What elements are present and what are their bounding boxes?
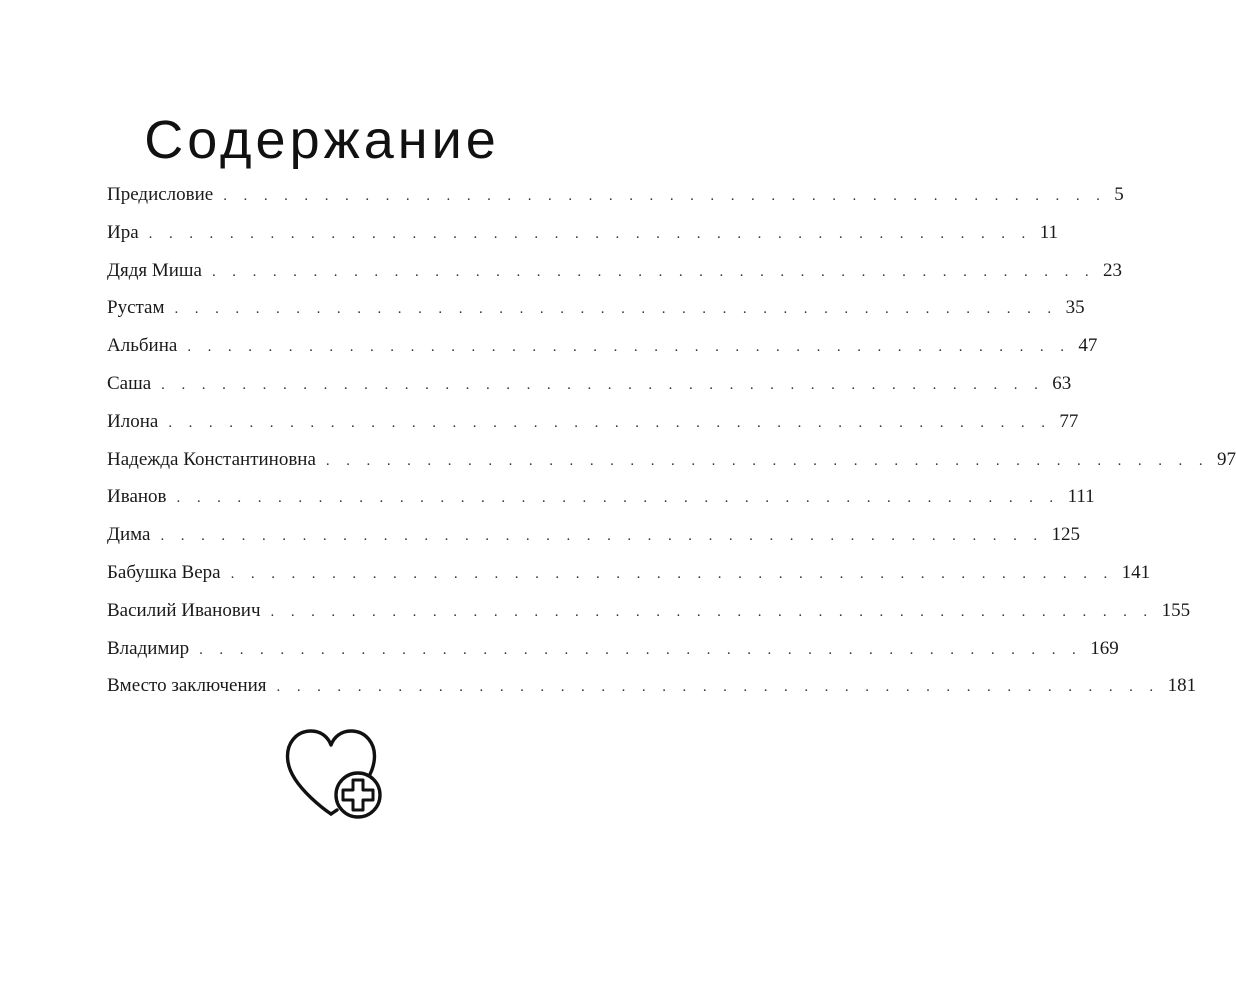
toc-entry-page-number: 63 xyxy=(1052,372,1072,394)
toc-entry-page-number: 181 xyxy=(1167,675,1197,697)
dot-leader: . . . . . . . . . . . . . . . . . . . . . . . . . . . . . . . . . . . . . . . . . . . . xyxy=(160,528,1044,545)
toc-entry-page-number: 77 xyxy=(1059,410,1079,432)
toc-entry-title: Ира xyxy=(107,221,139,243)
toc-entry[interactable] xyxy=(107,221,1059,260)
toc-entry-title: Василий Иванович xyxy=(107,599,261,621)
toc-entry-page-number: 141 xyxy=(1121,561,1151,583)
toc-entry-title: Рустам xyxy=(107,297,165,319)
toc-entry[interactable] xyxy=(107,675,1197,713)
toc-entry[interactable] xyxy=(107,448,1236,487)
toc-entry[interactable] xyxy=(107,184,1124,222)
toc-entry[interactable] xyxy=(107,259,1123,298)
dot-leader: . . . . . . . . . . . . . . . . . . . . . . . . . . . . . . . . . . . . . . . . . . . . xyxy=(223,188,1107,204)
dot-leader: . . . . . . . . . . . . . . . . . . . . . . . . . . . . . . . . . . . . . . . . . . . . xyxy=(270,603,1154,620)
toc-entry-page-number: 169 xyxy=(1090,637,1119,659)
dot-leader: . . . . . . . . . . . . . . . . . . . . . . . . . . . . . . . . . . . . . . . . . . . . xyxy=(325,452,1209,469)
toc-entry[interactable] xyxy=(107,524,1081,562)
table-of-contents xyxy=(107,184,1236,713)
page-title: Содержание xyxy=(144,110,500,171)
toc-entry-page-number: 5 xyxy=(1114,184,1124,205)
dot-leader: . . . . . . . . . . . . . . . . . . . . . . . . . . . . . . . . . . . . . . . . . . . . xyxy=(148,225,1032,242)
toc-entry-title: Бабушка Вера xyxy=(107,561,221,583)
toc-entry-title: Вместо заключения xyxy=(107,675,267,697)
dot-leader: . . . . . . . . . . . . . . . . . . . . . . . . . . . . . . . . . . . . . . . . . . . . xyxy=(176,490,1060,507)
toc-entry[interactable] xyxy=(107,335,1098,373)
toc-entry-page-number: 11 xyxy=(1039,221,1059,243)
toc-entry[interactable] xyxy=(107,599,1191,638)
toc-entry-title: Альбина xyxy=(107,335,178,357)
toc-entry-title: Иванов xyxy=(107,486,167,508)
heart-with-medical-cross-icon xyxy=(285,728,385,820)
dot-leader: . . . . . . . . . . . . . . . . . . . . . . . . . . . . . . . . . . . . . . . . . . . . xyxy=(174,301,1058,318)
toc-entry-title: Дима xyxy=(107,524,151,546)
heart-outline-tail xyxy=(331,810,337,814)
dot-leader: . . . . . . . . . . . . . . . . . . . . . . . . . . . . . . . . . . . . . . . . . . . . xyxy=(276,679,1160,696)
toc-entry-title: Владимир xyxy=(107,637,190,659)
dot-leader: . . . . . . . . . . . . . . . . . . . . . . . . . . . . . . . . . . . . . . . . . . . . xyxy=(187,339,1071,356)
toc-entry[interactable] xyxy=(107,297,1085,335)
dot-leader: . . . . . . . . . . . . . . . . . . . . . . . . . . . . . . . . . . . . . . . . . . . . xyxy=(161,376,1045,393)
toc-entry[interactable] xyxy=(107,372,1072,411)
toc-entry[interactable] xyxy=(107,410,1079,449)
toc-entry-title: Предисловие xyxy=(107,184,214,205)
dot-leader: . . . . . . . . . . . . . . . . . . . . . . . . . . . . . . . . . . . . . . . . . . . . xyxy=(168,414,1052,431)
toc-entry-page-number: 111 xyxy=(1067,486,1095,508)
toc-entry-title: Илона xyxy=(107,410,159,432)
dot-leader: . . . . . . . . . . . . . . . . . . . . . . . . . . . . . . . . . . . . . . . . . . . . xyxy=(211,263,1096,280)
toc-entry-page-number: 47 xyxy=(1078,335,1098,357)
toc-entry[interactable] xyxy=(107,561,1151,600)
toc-entry-title: Саша xyxy=(107,372,152,394)
toc-entry-page-number: 35 xyxy=(1065,297,1085,319)
dot-leader: . . . . . . . . . . . . . . . . . . . . . . . . . . . . . . . . . . . . . . . . . . . . xyxy=(199,641,1083,658)
toc-entry-page-number: 23 xyxy=(1103,259,1123,281)
toc-entry-page-number: 97 xyxy=(1216,448,1236,470)
toc-entry[interactable] xyxy=(107,486,1095,524)
toc-entry-title: Дядя Миша xyxy=(107,259,202,281)
toc-entry-page-number: 125 xyxy=(1051,524,1081,546)
toc-entry-title: Надежда Константиновна xyxy=(107,448,316,470)
toc-entry-page-number: 155 xyxy=(1161,599,1191,621)
toc-entry[interactable] xyxy=(107,637,1119,676)
dot-leader: . . . . . . . . . . . . . . . . . . . . . . . . . . . . . . . . . . . . . . . . . . . . xyxy=(230,565,1114,582)
